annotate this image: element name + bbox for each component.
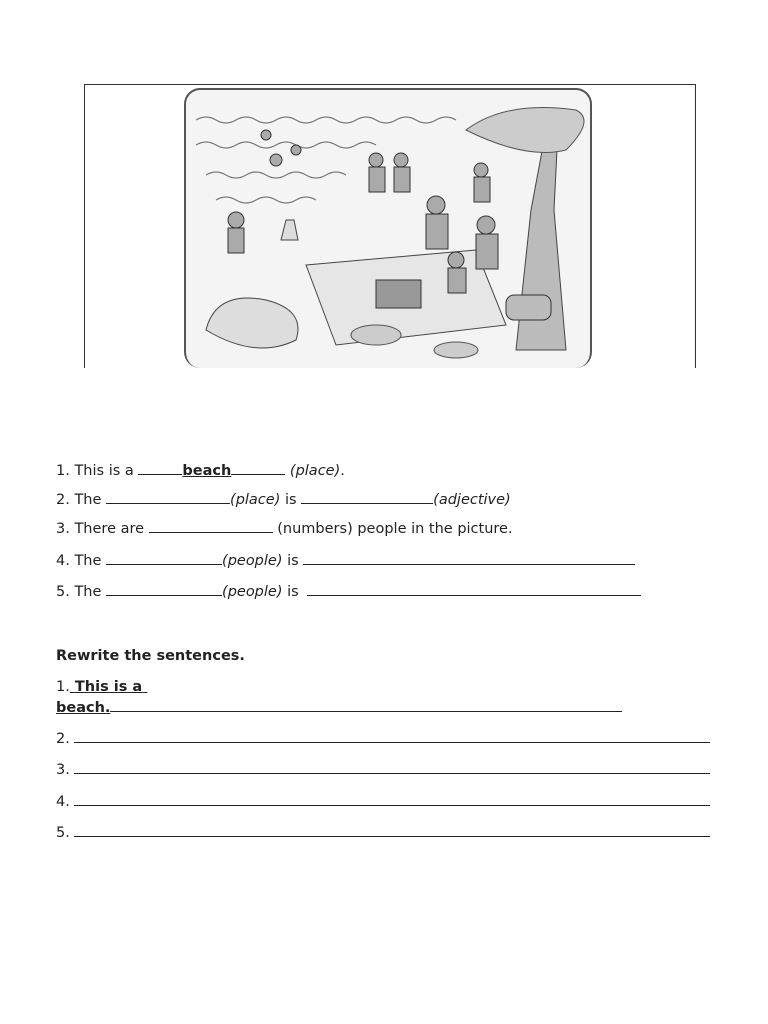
beach-picnic-illustration xyxy=(184,88,592,368)
q2-hint-adjective: (adjective) xyxy=(433,492,511,508)
q4-blank-description[interactable] xyxy=(303,551,635,565)
q1-answer: beach xyxy=(182,463,232,479)
rewrite-2 xyxy=(56,729,710,748)
q5-hint: (people) xyxy=(222,584,283,600)
q5-number: 5. xyxy=(56,584,70,600)
rewrite-4 xyxy=(56,792,710,811)
q2-number: 2. xyxy=(56,492,70,508)
q5-mid: is xyxy=(287,584,299,600)
q4-blank-people[interactable] xyxy=(106,551,222,565)
question-4 xyxy=(56,551,635,570)
r2-blank[interactable] xyxy=(74,729,710,743)
q2-hint-place: (place) xyxy=(230,492,281,508)
rewrite-5 xyxy=(56,823,710,842)
r4-blank[interactable] xyxy=(74,792,710,806)
r2-number: 2. xyxy=(56,731,70,747)
r1-number: 1. xyxy=(56,679,70,695)
rewrite-3 xyxy=(56,760,710,779)
rewrite-1-line-1 xyxy=(56,678,147,696)
q3-suffix: (numbers) people in the picture. xyxy=(277,521,513,537)
q4-number: 4. xyxy=(56,553,70,569)
q1-prefix: This is a xyxy=(74,463,134,479)
question-2 xyxy=(56,490,511,509)
question-1 xyxy=(56,461,345,480)
rewrite-heading: Rewrite the sentences. xyxy=(56,648,245,664)
r1-answer-part-2: beach. xyxy=(56,700,111,716)
q2-blank-place[interactable] xyxy=(106,490,230,504)
q5-blank-people[interactable] xyxy=(106,582,222,596)
rewrite-1-line-2 xyxy=(56,698,622,717)
r3-number: 3. xyxy=(56,762,70,778)
q1-blank-right[interactable] xyxy=(231,461,285,475)
r5-blank[interactable] xyxy=(74,823,710,837)
r4-number: 4. xyxy=(56,794,70,810)
q5-blank-description[interactable] xyxy=(307,582,641,596)
q5-prefix: The xyxy=(74,584,102,600)
q3-blank-number[interactable] xyxy=(149,519,273,533)
q3-number: 3. xyxy=(56,521,70,537)
q4-hint: (people) xyxy=(222,553,283,569)
q2-blank-adjective[interactable] xyxy=(301,490,433,504)
q1-hint: (place) xyxy=(289,463,341,479)
q1-number: 1. xyxy=(56,463,70,479)
q3-prefix: There are xyxy=(74,521,145,537)
r1-blank[interactable] xyxy=(110,698,622,712)
q4-prefix: The xyxy=(74,553,102,569)
q1-blank-left[interactable] xyxy=(138,461,182,475)
question-5 xyxy=(56,582,641,601)
r3-blank[interactable] xyxy=(74,760,710,774)
r5-number: 5. xyxy=(56,825,70,841)
q1-end: . xyxy=(340,463,345,479)
q2-prefix: The xyxy=(74,492,102,508)
question-3 xyxy=(56,519,513,538)
r1-answer-part-1: This is a xyxy=(74,679,143,695)
q4-mid: is xyxy=(287,553,299,569)
q2-mid: is xyxy=(284,492,297,508)
